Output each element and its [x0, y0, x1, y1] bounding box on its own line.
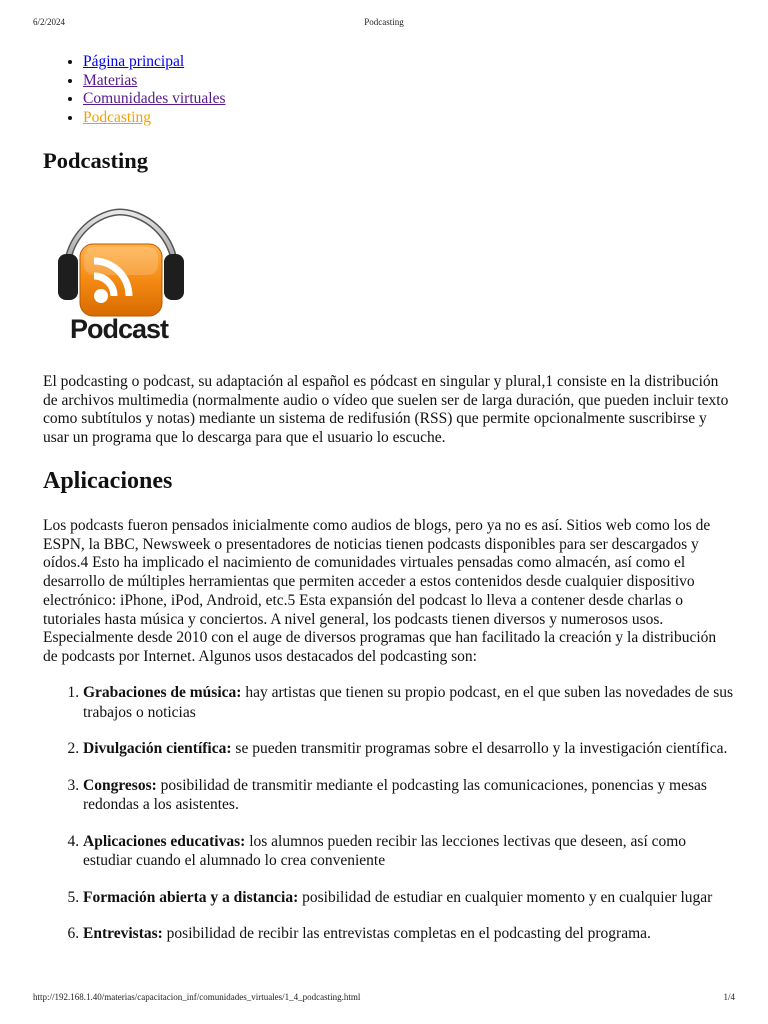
podcast-logo — [52, 206, 192, 350]
use-term: Formación abierta y a distancia: — [83, 888, 299, 906]
nav-item-materias — [83, 72, 226, 91]
nav-menu — [62, 53, 226, 128]
use-desc: posibilidad de transmitir mediante el podcasting las comunicaciones, ponencias y mesas redondas a los asistentes. — [83, 776, 707, 813]
aplicaciones-paragraph: Los podcasts fueron pensados inicialmente como audios de blogs, pero ya no es así. Sitios web como los de ESPN, la BBC, Newsweek o presentadores de noticias tienen podcasts disponibles para ser descargados y oídos.4 Esto ha implicado el nacimiento de comunidades virtuales pensadas como almacén, así como el desarrollo de múltiples herramientas que permiten acceder a estos contenidos desde cualquier dispositivo electrónico: iPhone, iPod, Android, etc.5 Esta expansión del podcast lo lleva a contener desde charlas o tutoriales hasta música y conciertos. A nivel general, los podcasts tienen diversos y numerosos usos. Especialmente desde 2010 con el auge de diversos programas que han facilitado la creación y la distribución de podcasts por Internet. Algunos usos destacados del podcasting son: — [43, 517, 717, 665]
use-desc: posibilidad de estudiar en cualquier momento y en cualquier lugar — [302, 888, 713, 906]
section-heading-aplicaciones: Aplicaciones — [43, 468, 173, 494]
intro-paragraph: El podcasting o podcast, su adaptación al español es pódcast en singular y plural,1 consiste en la distribución de archivos multimedia (normalmente audio o vídeo que suelen ser de larga duración, que pueden incluir texto como subtítulos y notas) mediante un sistema de redifusión (RSS) que permite opcionalmente suscribirse y usar un programa que lo descarga para que el usuario lo escuche. — [43, 373, 729, 447]
page-title: Podcasting — [43, 148, 149, 173]
list-item — [83, 776, 735, 815]
page-number: 1/4 — [723, 992, 735, 1002]
use-desc: se pueden transmitir programas sobre el desarrollo y la investigación científica. — [235, 740, 728, 757]
print-url: http://192.168.1.40/materias/capacitacion_inf/comunidades_virtuales/1_4_podcasting.html — [33, 992, 361, 1002]
use-desc: posibilidad de recibir las entrevistas completas en el podcasting del programa. — [166, 925, 651, 942]
nav-link-materias[interactable]: Materias — [83, 71, 138, 89]
use-desc: los alumnos pueden recibir las lecciones lectivas que deseen, así como estudiar cuando el alumnado lo crea conveniente — [83, 832, 687, 869]
nav-item-home — [83, 53, 226, 72]
list-item — [83, 739, 735, 759]
print-title: Podcasting — [364, 17, 404, 27]
list-item — [83, 683, 735, 722]
nav-link-podcasting[interactable]: Podcasting — [83, 109, 152, 127]
uses-list — [43, 683, 735, 961]
use-term: Entrevistas: — [83, 925, 163, 942]
use-desc: hay artistas que tienen su propio podcast, en el que suben las novedades de sus trabajos o noticias — [83, 684, 734, 721]
list-item — [83, 924, 735, 944]
nav-link-home[interactable]: Página principal — [83, 53, 185, 70]
print-date: 6/2/2024 — [33, 17, 66, 27]
use-term: Grabaciones de música: — [83, 684, 242, 701]
use-term: Congresos: — [83, 776, 157, 794]
use-term: Divulgación científica: — [83, 740, 232, 757]
nav-item-comunidades — [83, 90, 226, 109]
use-term: Aplicaciones educativas: — [83, 832, 246, 850]
list-item — [83, 832, 735, 871]
podcast-logo-text: Podcast — [70, 314, 169, 344]
print-header — [0, 17, 768, 31]
nav-item-podcasting — [83, 109, 226, 128]
list-item — [83, 888, 735, 908]
nav-link-comunidades[interactable]: Comunidades virtuales — [83, 90, 226, 108]
